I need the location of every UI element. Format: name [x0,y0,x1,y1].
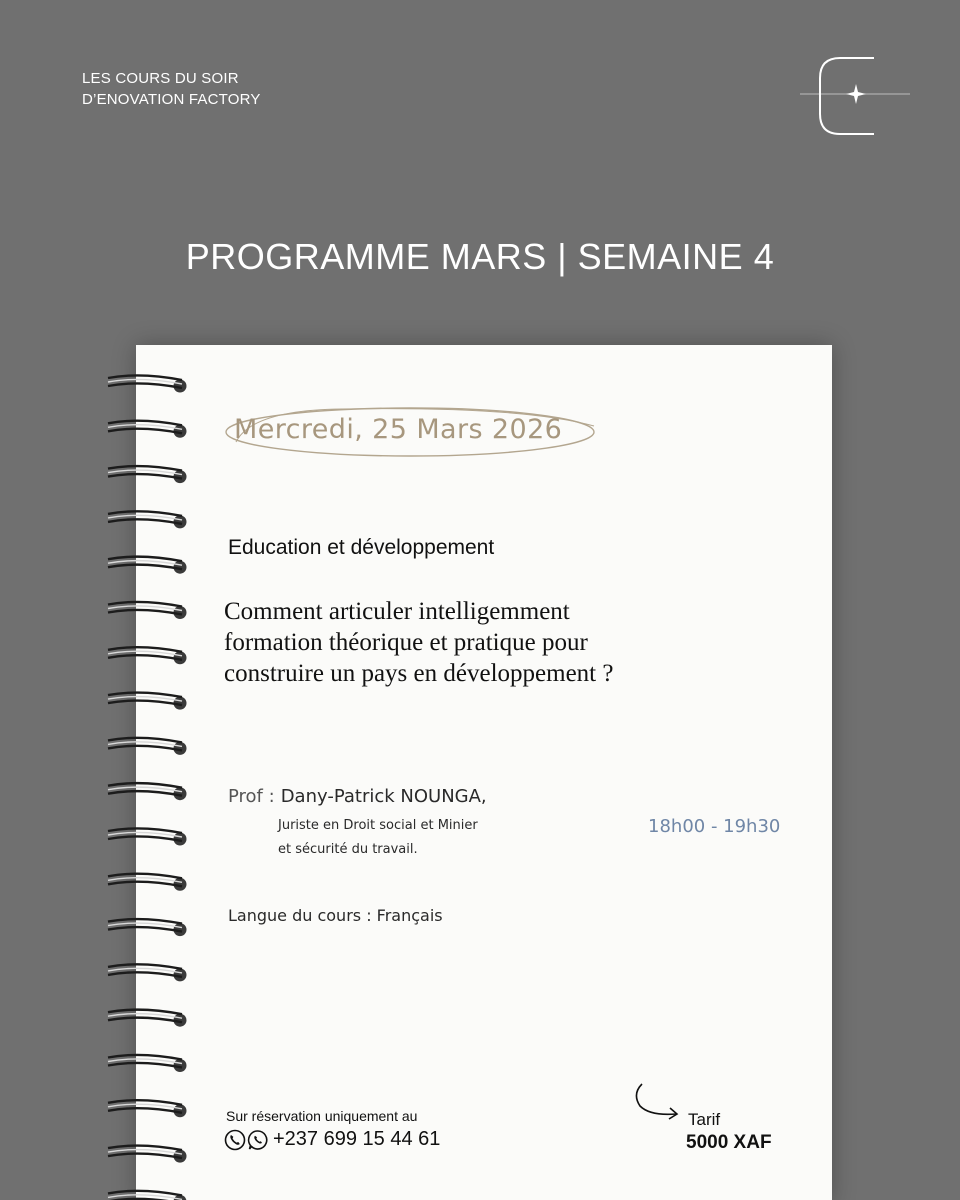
spiral-ring [108,421,187,438]
spiral-ring [108,375,187,392]
notebook-page [136,345,832,1200]
spiral-ring [108,466,187,483]
tarif-label: Tarif [688,1110,721,1129]
question-line: Comment articuler intelligemment [224,598,570,625]
page-title: PROGRAMME MARS | SEMAINE 4 [185,236,775,277]
spiral-ring [108,783,187,800]
course-language: Langue du cours : Français [228,906,443,925]
spiral-ring [108,874,187,891]
spiral-ring [108,1146,187,1163]
spiral-ring [108,647,187,664]
spiral-ring [108,693,187,710]
prof-description [278,814,478,862]
date-badge [222,402,602,464]
brand-line-2: D’ENOVATION FACTORY [82,91,261,108]
question-line: formation théorique et pratique pour [224,629,588,656]
spiral-ring [108,1100,187,1117]
spiral-ring [108,828,187,845]
course-question [224,596,784,689]
prof-label: Prof : [228,786,275,807]
spiral-ring [108,964,187,981]
enovation-logo-icon [800,50,912,142]
brand-line-1: LES COURS DU SOIR [82,70,239,87]
tarif-value: 5000 XAF [686,1132,772,1153]
spiral-ring [108,1055,187,1072]
question-line: construire un pays en développement ? [224,660,614,687]
spiral-ring [108,738,187,755]
phone-row[interactable] [224,1128,440,1151]
spiral-ring [108,1191,187,1200]
prof-name: Dany-Patrick NOUNGA, [280,786,487,807]
spiral-binding [100,360,200,1200]
phone-number[interactable]: +237 699 15 44 61 [273,1128,441,1150]
course-date: Mercredi, 25 Mars 2026 [234,414,563,445]
arrow-icon [630,1080,690,1124]
prof-desc-line: Juriste en Droit social et Minier [278,818,478,833]
spiral-ring [108,511,187,528]
spiral-ring [108,602,187,619]
reservation-text: Sur réservation uniquement au [226,1108,418,1124]
whatsapp-icon [247,1129,269,1151]
brand-title [82,68,261,110]
spiral-ring [108,919,187,936]
spiral-ring [108,557,187,574]
phone-icon [224,1129,246,1151]
prof-line [228,786,487,807]
course-category: Education et développement [228,536,495,559]
spiral-ring [108,1010,187,1027]
course-time: 18h00 - 19h30 [648,816,781,837]
prof-desc-line: et sécurité du travail. [278,842,418,857]
